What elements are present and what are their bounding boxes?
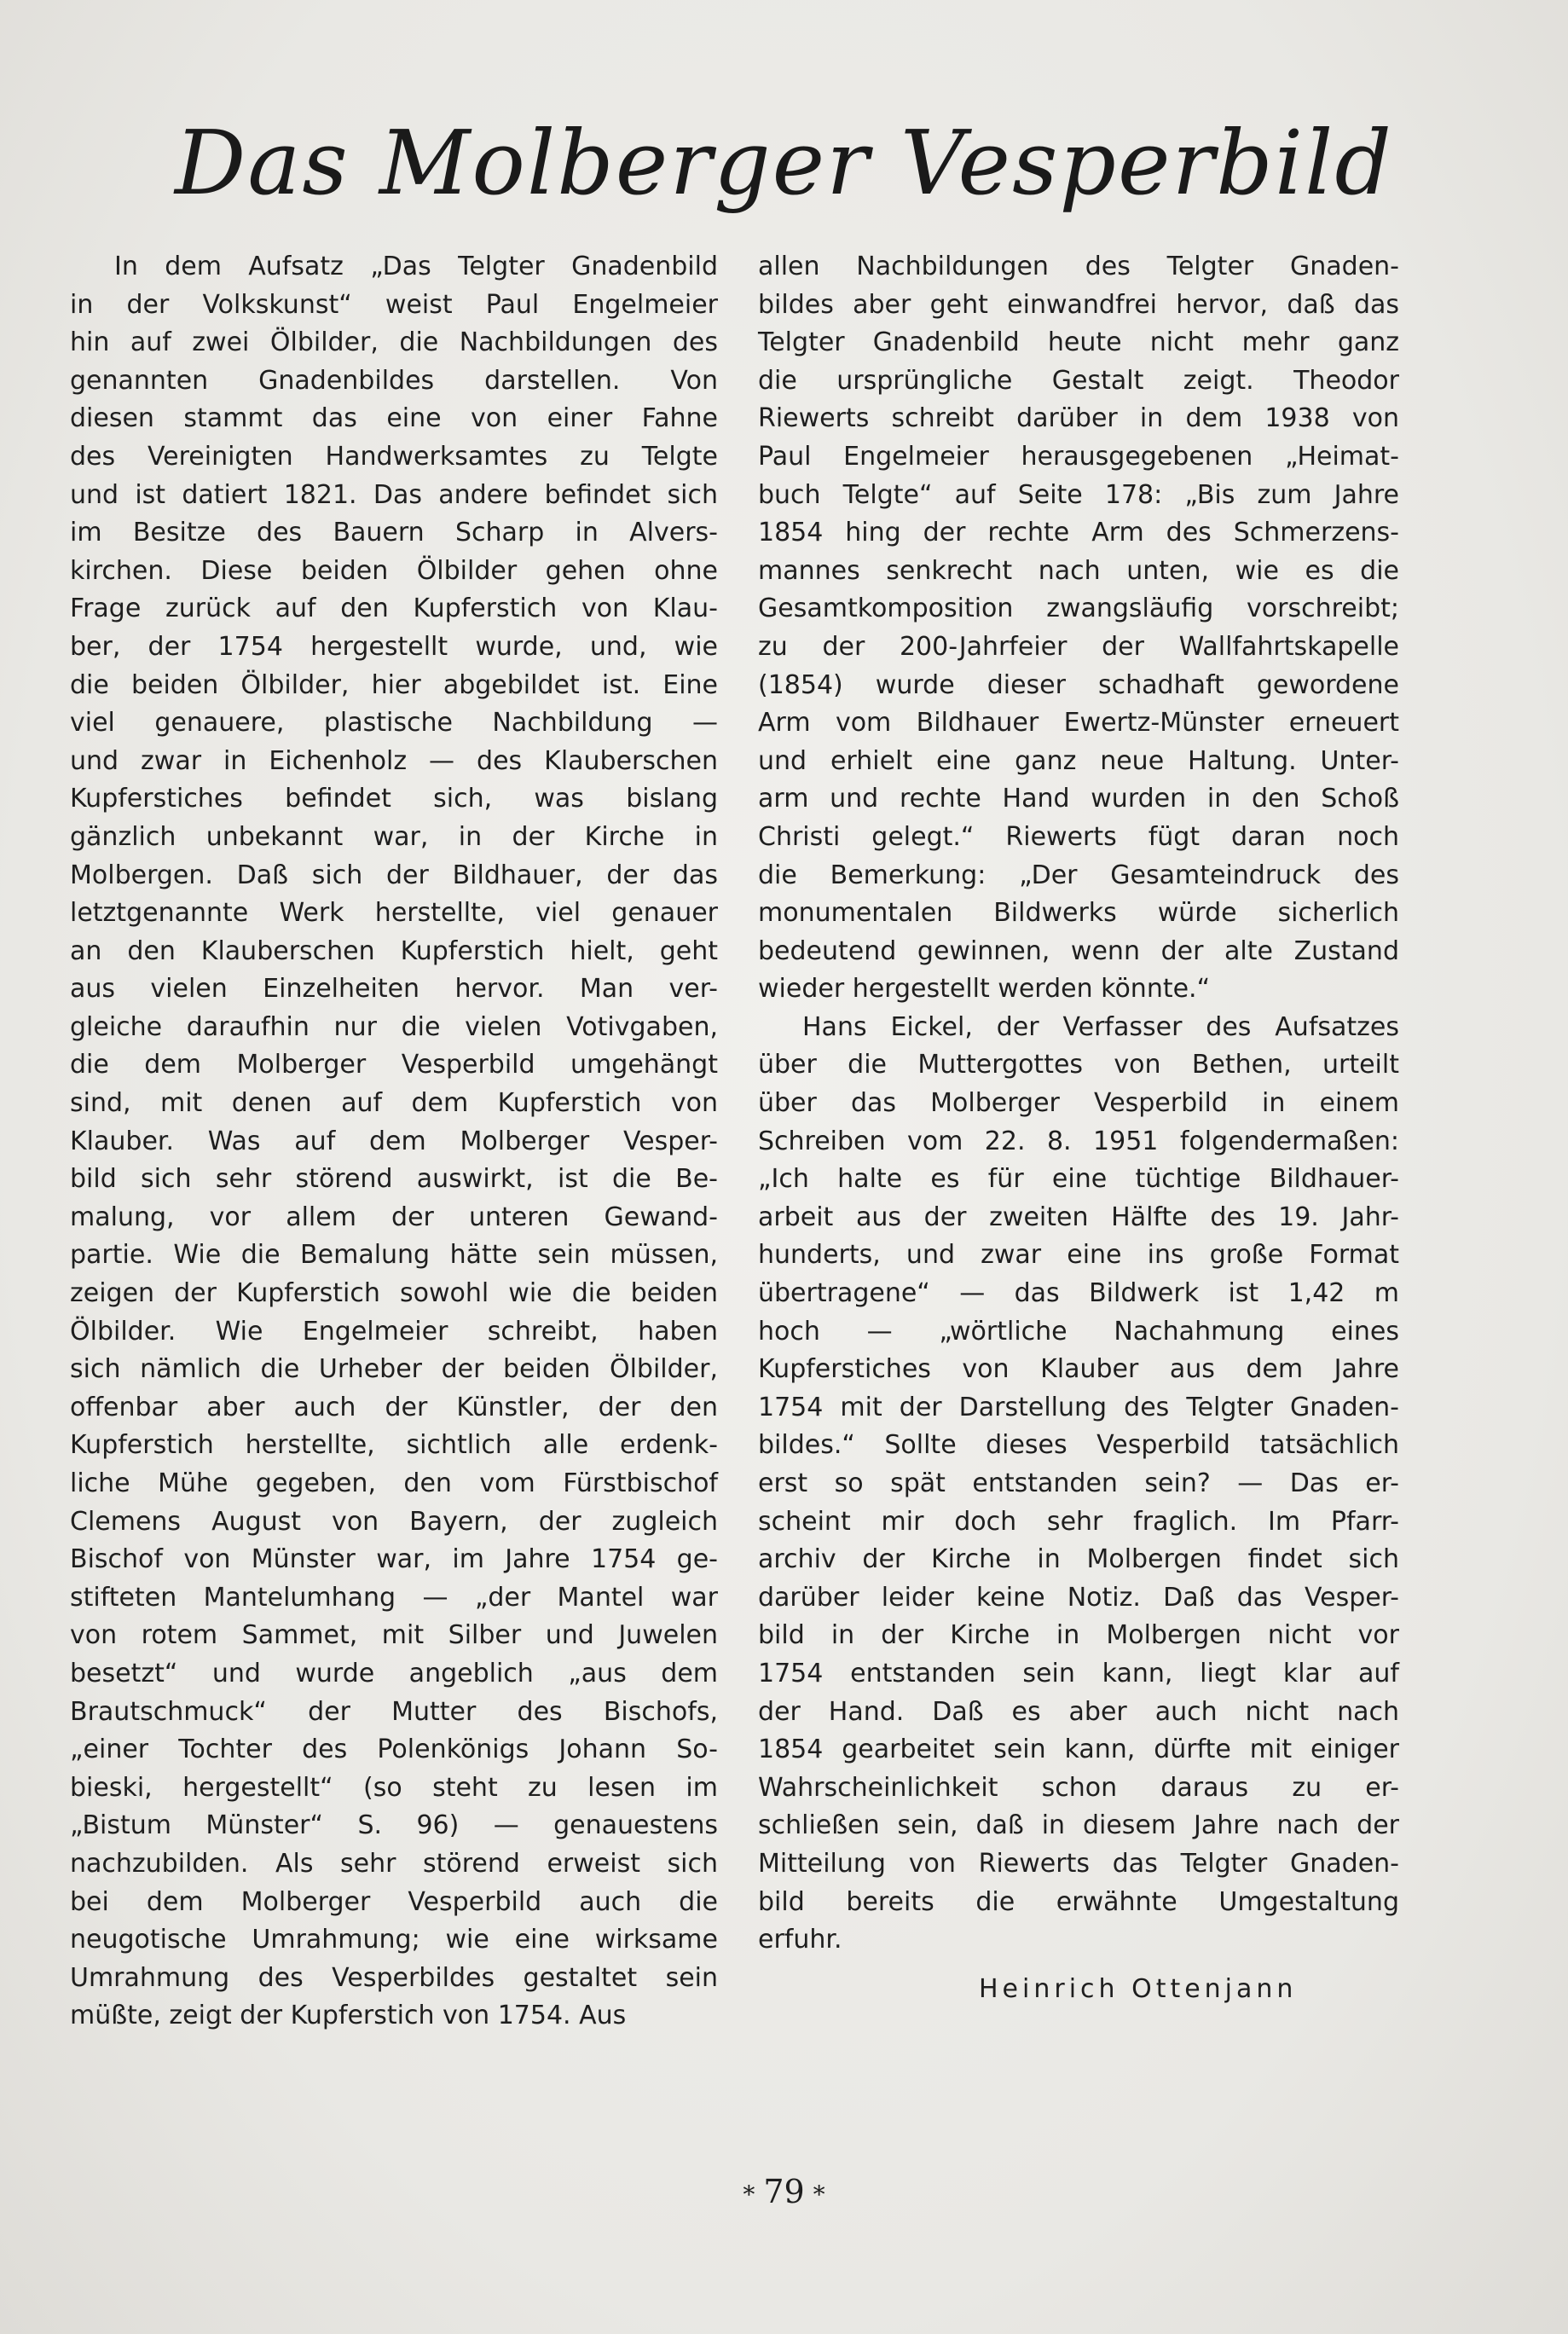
text-line: diesen stammt das eine von einer Fahne <box>70 403 718 434</box>
text-line: ber, der 1754 hergestellt wurde, und, wie <box>70 631 718 662</box>
text-line: nachzubilden. Als sehr störend erweist sich <box>70 1848 718 1879</box>
text-line: scheint mir doch sehr fraglich. Im Pfarr- <box>758 1506 1399 1537</box>
text-line: stifteten Mantelumhang — „der Mantel war <box>70 1582 718 1613</box>
text-line: Molbergen. Daß sich der Bildhauer, der das <box>70 860 718 890</box>
text-line: sind, mit denen auf dem Kupferstich von <box>70 1088 718 1119</box>
text-line: kirchen. Diese beiden Ölbilder gehen ohne <box>70 555 718 586</box>
page-number: 79 <box>763 2173 805 2210</box>
text-line: offenbar aber auch der Künstler, der den <box>70 1392 718 1422</box>
text-line: bildes aber geht einwandfrei hervor, daß das <box>758 289 1399 320</box>
text-line: In dem Aufsatz „Das Telgter Gnadenbild <box>114 252 718 281</box>
text-line: aus vielen Einzelheiten hervor. Man ver- <box>70 974 718 1005</box>
text-line: Frage zurück auf den Kupferstich von Klau- <box>70 594 718 624</box>
text-line: (1854) wurde dieser schadhaft gewordene <box>758 669 1399 700</box>
text-line: 1754 mit der Darstellung des Telgter Gnaden- <box>758 1392 1399 1422</box>
text-column-left <box>70 248 718 2036</box>
text-line: Klauber. Was auf dem Molberger Vesper- <box>70 1126 718 1156</box>
text-line: Gesamtkomposition zwangsläufig vorschreibt; <box>758 594 1399 624</box>
text-line: „Ich halte es für eine tüchtige Bildhauer- <box>758 1164 1399 1195</box>
text-line: Ölbilder. Wie Engelmeier schreibt, haben <box>70 1316 718 1347</box>
text-line: neugotische Umrahmung; wie eine wirksame <box>70 1925 718 1955</box>
text-line: müßte, zeigt der Kupferstich von 1754. Aus <box>70 2001 627 2031</box>
text-line: 1754 entstanden sein kann, liegt klar auf <box>758 1658 1399 1688</box>
text-line: an den Klauberschen Kupferstich hielt, geht <box>70 935 718 966</box>
text-line: bedeutend gewinnen, wenn der alte Zustand <box>758 935 1399 966</box>
text-column-right <box>758 248 1399 1960</box>
text-line: erst so spät entstanden sein? — Das er- <box>758 1468 1399 1498</box>
text-line: Telgter Gnadenbild heute nicht mehr ganz <box>758 327 1399 358</box>
text-line: Clemens August von Bayern, der zugleich <box>70 1506 718 1537</box>
text-line: 1854 hing der rechte Arm des Schmerzens- <box>758 518 1399 548</box>
page-number-ornament-left: * <box>743 2181 755 2209</box>
text-line: Kupferstich herstellte, sichtlich alle erdenk- <box>70 1430 718 1461</box>
author-signature: Heinrich Ottenjann <box>979 1974 1298 2004</box>
text-line: Arm vom Bildhauer Ewertz-Münster erneuert <box>758 708 1399 738</box>
text-line: arm und rechte Hand wurden in den Schoß <box>758 784 1399 814</box>
text-line: bildes.“ Sollte dieses Vesperbild tatsächlich <box>758 1430 1399 1461</box>
text-line: partie. Wie die Bemalung hätte sein müssen, <box>70 1240 718 1271</box>
text-line: übertragene“ — das Bildwerk ist 1,42 m <box>758 1278 1399 1309</box>
text-line: archiv der Kirche in Molbergen findet sich <box>758 1544 1399 1575</box>
text-line: im Besitze des Bauern Scharp in Alvers- <box>70 518 718 548</box>
text-line: erfuhr. <box>758 1925 842 1955</box>
text-line: über das Molberger Vesperbild in einem <box>758 1088 1399 1119</box>
text-line: zu der 200-Jahrfeier der Wallfahrtskapelle <box>758 631 1399 662</box>
text-line: arbeit aus der zweiten Hälfte des 19. Jahr- <box>758 1202 1399 1232</box>
text-line: Hans Eickel, der Verfasser des Aufsatzes <box>802 1011 1399 1042</box>
text-line: Kupferstiches von Klauber aus dem Jahre <box>758 1354 1399 1385</box>
text-line: buch Telgte“ auf Seite 178: „Bis zum Jahre <box>758 479 1399 510</box>
text-line: gänzlich unbekannt war, in der Kirche in <box>70 821 718 852</box>
text-line: hin auf zwei Ölbilder, die Nachbildungen des <box>70 327 718 358</box>
text-line: und ist datiert 1821. Das andere befindet sich <box>70 479 718 510</box>
article-title: Das Molberger Vesperbild <box>175 111 1393 215</box>
text-line: in der Volkskunst“ weist Paul Engelmeier <box>70 289 718 320</box>
text-line: die beiden Ölbilder, hier abgebildet ist. Eine <box>70 669 718 700</box>
text-line: der Hand. Daß es aber auch nicht nach <box>758 1696 1399 1727</box>
page-number-footer <box>0 2173 1568 2210</box>
text-line: Umrahmung des Vesperbildes gestaltet sein <box>70 1962 718 1993</box>
text-line: darüber leider keine Notiz. Daß das Vesper- <box>758 1582 1399 1613</box>
text-line: Brautschmuck“ der Mutter des Bischofs, <box>70 1696 718 1727</box>
text-line: bieski, hergestellt“ (so steht zu lesen im <box>70 1772 718 1803</box>
text-line: „einer Tochter des Polenkönigs Johann So- <box>70 1735 718 1765</box>
text-line: liche Mühe gegeben, den vom Fürstbischof <box>70 1468 718 1498</box>
text-line: bild bereits die erwähnte Umgestaltung <box>758 1886 1399 1917</box>
text-line: und erhielt eine ganz neue Haltung. Unter- <box>758 745 1399 776</box>
text-line: „Bistum Münster“ S. 96) — genauestens <box>70 1810 718 1841</box>
text-line: Riewerts schreibt darüber in dem 1938 von <box>758 403 1399 434</box>
text-line: von rotem Sammet, mit Silber und Juwelen <box>70 1620 718 1651</box>
text-line: schließen sein, daß in diesem Jahre nach der <box>758 1810 1399 1841</box>
text-line: Kupferstiches befindet sich, was bislang <box>70 784 718 814</box>
text-line: des Vereinigten Handwerksamtes zu Telgte <box>70 441 718 472</box>
text-line: Schreiben vom 22. 8. 1951 folgendermaßen: <box>758 1126 1399 1156</box>
text-line: besetzt“ und wurde angeblich „aus dem <box>70 1658 718 1688</box>
text-line: die ursprüngliche Gestalt zeigt. Theodor <box>758 365 1399 396</box>
text-line: letztgenannte Werk herstellte, viel genauer <box>70 898 718 929</box>
text-line: die dem Molberger Vesperbild umgehängt <box>70 1050 718 1080</box>
text-line: Paul Engelmeier herausgegebenen „Heimat- <box>758 441 1399 472</box>
text-line: die Bemerkung: „Der Gesamteindruck des <box>758 860 1399 890</box>
text-line: malung, vor allem der unteren Gewand- <box>70 1202 718 1232</box>
text-line: bild sich sehr störend auswirkt, ist die Be- <box>70 1164 718 1195</box>
text-line: und zwar in Eichenholz — des Klauberschen <box>70 745 718 776</box>
text-line: zeigen der Kupferstich sowohl wie die beiden <box>70 1278 718 1309</box>
text-line: über die Muttergottes von Bethen, urteilt <box>758 1050 1399 1080</box>
page-number-ornament-right: * <box>813 2181 825 2209</box>
text-line: genannten Gnadenbildes darstellen. Von <box>70 365 718 396</box>
text-line: hoch — „wörtliche Nachahmung eines <box>758 1316 1399 1347</box>
text-line: hunderts, und zwar eine ins große Format <box>758 1240 1399 1271</box>
text-line: gleiche daraufhin nur die vielen Votivgaben, <box>70 1011 718 1042</box>
text-line: viel genauere, plastische Nachbildung — <box>70 708 718 738</box>
text-line: bild in der Kirche in Molbergen nicht vor <box>758 1620 1399 1651</box>
text-line: Wahrscheinlichkeit schon daraus zu er- <box>758 1772 1399 1803</box>
text-line: bei dem Molberger Vesperbild auch die <box>70 1886 718 1917</box>
text-line: monumentalen Bildwerks würde sicherlich <box>758 898 1399 929</box>
text-line: Mitteilung von Riewerts das Telgter Gnaden- <box>758 1848 1399 1879</box>
text-line: wieder hergestellt werden könnte.“ <box>758 974 1211 1005</box>
text-line: sich nämlich die Urheber der beiden Ölbilder, <box>70 1354 718 1385</box>
text-line: 1854 gearbeitet sein kann, dürfte mit einiger <box>758 1735 1399 1765</box>
text-line: Christi gelegt.“ Riewerts fügt daran noch <box>758 821 1399 852</box>
text-line: Bischof von Münster war, im Jahre 1754 ge- <box>70 1544 718 1575</box>
text-line: mannes senkrecht nach unten, wie es die <box>758 555 1399 586</box>
text-line: allen Nachbildungen des Telgter Gnaden- <box>758 252 1399 281</box>
